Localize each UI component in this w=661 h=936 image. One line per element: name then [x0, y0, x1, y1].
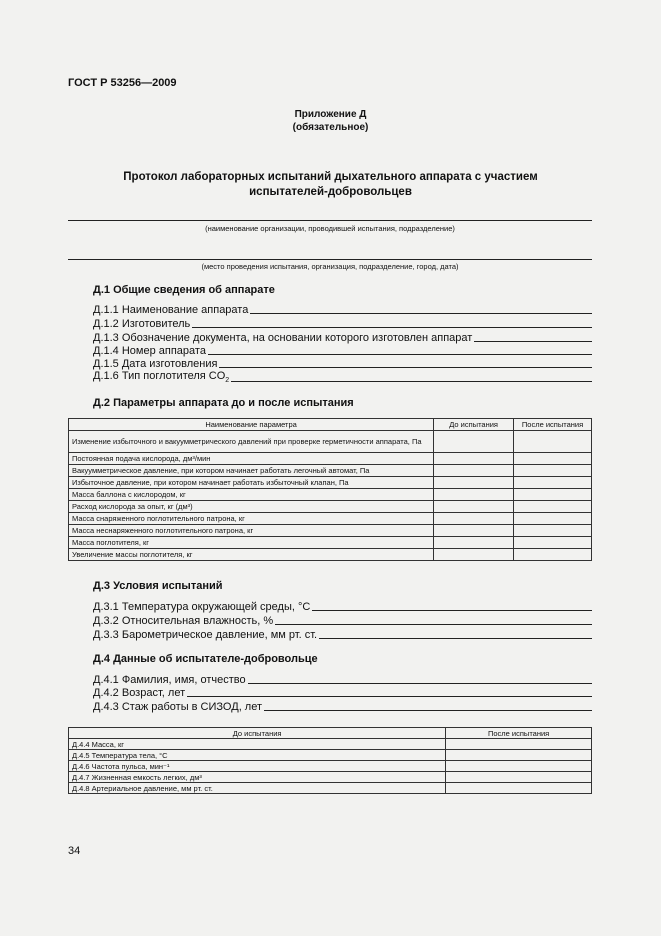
table-row: [69, 739, 592, 750]
field-d4-1: [93, 673, 592, 686]
protocol-title-line2: испытателей-добровольцев: [249, 186, 412, 198]
section-d4-title: Д.4 Данные об испытателе-добровольце: [93, 653, 318, 665]
field-d4-2: [93, 686, 592, 699]
table-row: [69, 525, 592, 537]
row-label: Масса поглотителя, кг: [69, 537, 434, 549]
volunteer-measurements-table: [68, 727, 592, 794]
field-d1-4: [93, 344, 592, 357]
row-label: Масса неснаряженного поглотительного патрона, кг: [69, 525, 434, 537]
table-row: [69, 465, 592, 477]
table-row: [69, 501, 592, 513]
document-header: ГОСТ Р 53256—2009: [68, 77, 177, 89]
column-header: Наименование параметра: [69, 419, 434, 431]
table-row: [69, 513, 592, 525]
row-label: Д.4.4 Масса, кг: [69, 739, 446, 750]
row-label: Увеличение массы поглотителя, кг: [69, 549, 434, 561]
field-label: Д.1.5 Дата изготовления: [93, 358, 218, 370]
field-d1-1: [93, 303, 592, 316]
field-label: Д.4.2 Возраст, лет: [93, 687, 186, 699]
table-row: [69, 477, 592, 489]
field-label: Д.1.1 Наименование аппарата: [93, 304, 249, 316]
org-line: [68, 220, 592, 221]
table-row: [69, 772, 592, 783]
table-row: [69, 489, 592, 501]
field-label: Д.3.2 Относительная влажность, %: [93, 615, 274, 627]
column-header: После испытания: [446, 728, 592, 739]
place-caption: (место проведения испытания, организация, подразделение, город, дата): [201, 262, 459, 271]
field-label: Д.4.3 Стаж работы в СИЗОД, лет: [93, 701, 263, 713]
field-d3-2: [93, 614, 592, 627]
field-d3-3: [93, 628, 592, 641]
table-header-row: [69, 419, 592, 431]
column-header: До испытания: [434, 419, 514, 431]
protocol-title: [90, 170, 571, 200]
table-row: [69, 549, 592, 561]
field-label: Д.3.1 Температура окружающей среды, °С: [93, 601, 311, 613]
row-label: Избыточное давление, при котором начинает работать избыточный клапан, Па: [69, 477, 434, 489]
row-label: Расход кислорода за опыт, кг (дм³): [69, 501, 434, 513]
protocol-title-line1: Протокол лабораторных испытаний дыхательного аппарата с участием: [123, 171, 538, 183]
field-label: Д.1.3 Обозначение документа, на основании которого изготовлен аппарат: [93, 332, 473, 344]
co2-subscript: 2: [225, 377, 230, 384]
row-label: Д.4.6 Частота пульса, мин⁻¹: [69, 761, 446, 772]
field-label: Д.1.6 Тип поглотителя CO: [93, 369, 226, 382]
table-row: [69, 431, 592, 453]
field-d1-2: [93, 317, 592, 330]
field-label: Д.1.2 Изготовитель: [93, 318, 191, 330]
field-label: Д.1.4 Номер аппарата: [93, 345, 206, 357]
section-d2-title: Д.2 Параметры аппарата до и после испытания: [93, 397, 354, 409]
field-label: Д.4.1 Фамилия, имя, отчество: [93, 674, 246, 686]
field-d3-1: [93, 600, 592, 613]
field-label: Д.3.3 Барометрическое давление, мм рт. ст.: [93, 629, 318, 641]
field-d1-3: [93, 331, 592, 344]
row-label: Д.4.5 Температура тела, °С: [69, 750, 446, 761]
table-header-row: [69, 728, 592, 739]
field-d1-5: [93, 357, 592, 370]
place-line: [68, 259, 592, 260]
section-d3-title: Д.3 Условия испытаний: [93, 580, 223, 592]
row-label: Вакуумметрическое давление, при котором начинает работать легочный автомат, Па: [69, 465, 434, 477]
section-d1-title: Д.1 Общие сведения об аппарате: [93, 284, 275, 296]
column-header: После испытания: [514, 419, 592, 431]
org-caption: (наименование организации, проводившей испытания, подразделение): [205, 224, 455, 233]
field-d1-6: [93, 371, 592, 384]
table-row: [69, 761, 592, 772]
table-row: [69, 453, 592, 465]
table-row: [69, 783, 592, 794]
appendix-subtitle: (обязательное): [292, 122, 369, 133]
table-row: [69, 750, 592, 761]
table-row: [69, 537, 592, 549]
field-d4-3: [93, 700, 592, 713]
row-label: Масса баллона с кислородом, кг: [69, 489, 434, 501]
row-label: Масса снаряженного поглотительного патрона, кг: [69, 513, 434, 525]
row-label: Изменение избыточного и вакуумметрического давлений при проверке герметичности аппарата, Па: [69, 431, 434, 453]
row-label: Д.4.8 Артериальное давление, мм рт. ст.: [69, 783, 446, 794]
apparatus-parameters-table: [68, 418, 592, 561]
row-label: Постоянная подача кислорода, дм³/мин: [69, 453, 434, 465]
appendix-title: Приложение Д: [294, 109, 367, 120]
column-header: До испытания: [69, 728, 446, 739]
page-number: 34: [68, 845, 81, 857]
row-label: Д.4.7 Жизненная емкость легких, дм³: [69, 772, 446, 783]
